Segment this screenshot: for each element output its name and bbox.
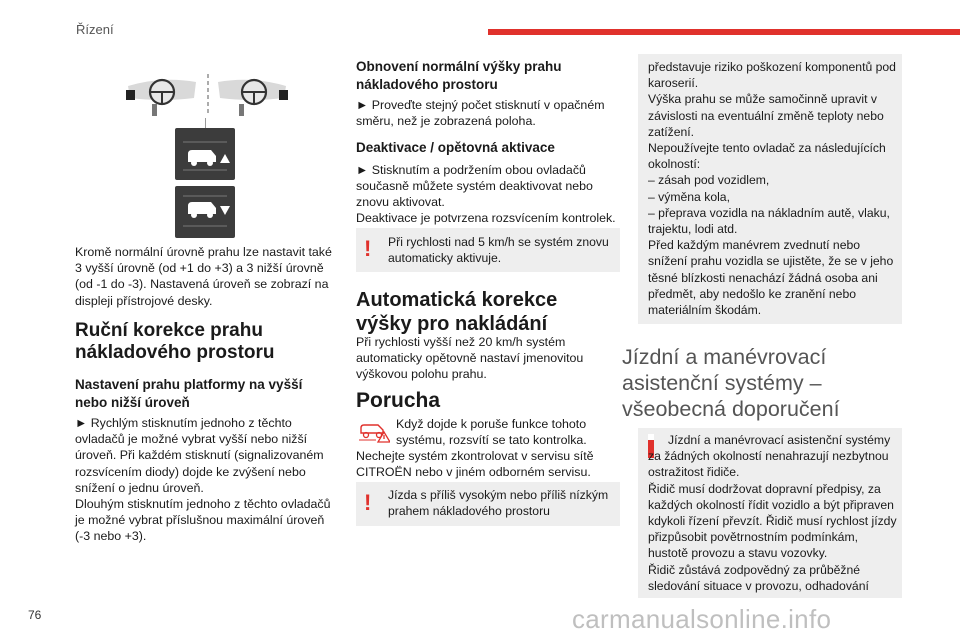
restore-height-paragraph: ► Proveďte stejný počet stisknutí v opačném směru, než je zobrazená poloha. [356, 98, 605, 129]
info-box-driving-assistance [638, 428, 902, 598]
watermark: carmanualsonline.info [572, 604, 832, 634]
suspension-fault-warning-icon [358, 420, 390, 444]
running-header-title: Řízení [76, 22, 114, 37]
box-line: Nepoužívejte tento ovladač za následujících okolností: [648, 141, 886, 172]
box-line: představuje riziko poškození komponentů pod karoserií. [648, 60, 896, 91]
warning-reactivation-text: Při rychlosti nad 5 km/h se systém znovu automaticky aktivuje. [388, 235, 609, 266]
fault-service-paragraph: Nechejte systém zkontrolovat v servisu sítě CITROËN nebo v jiném odborném servisu. [356, 449, 594, 480]
box-line: Řidič zůstává zodpovědný za průběžné sledování situace v provozu, odhadování [648, 562, 869, 593]
page-number: 76 [28, 608, 42, 622]
warning-box-reactivation [356, 228, 620, 272]
automatic-correction-heading: Automatická korekce výšky pro nakládání [356, 289, 558, 335]
box-line: Před každým manévrem zvednutí nebo snížení prahu vozidla se ujistěte, že se v jeho těsné blízkosti nenachází žádná osoba ani předmět, aby nedošlo ke zranění nebo materiálním škodám. [648, 238, 894, 318]
short-press-paragraph: ► Rychlým stisknutím jednoho z těchto ovladačů je možné vybrat vyšší nebo nižší úroveň. Při každém stisknutí (signalizovaném rozsvícením diody) dojde ke zvýšení nebo snížení o jednu úroveň. [75, 416, 324, 495]
warning-exclamation-icon: ! [364, 236, 372, 261]
deactivation-heading: Deaktivace / opětovná aktivace [356, 140, 555, 155]
box-list-item: – výměna kola, [648, 189, 730, 204]
deactivation-confirm-paragraph: Deaktivace je potvrzena rozsvícením kontrolek. [356, 211, 616, 225]
steering-wheel-positions-illustration [122, 72, 292, 118]
warning-threshold-text: Jízda s příliš vysokým nebo příliš nízkým prahem nákladového prostoru [388, 488, 609, 519]
warning-box-continued [638, 54, 902, 324]
info-box-text [648, 432, 898, 594]
warning-exclamation-icon: ! [364, 490, 372, 515]
box-line: Řidič musí dodržovat dopravní předpisy, za každých okolností řídit vozidlo a být připraven kdykoli řízení převzít. Řidič musí rychlost jízdy přizpůsobit povětrnostním podmínkám, hustotě provozu a stavu vozovky. [648, 481, 897, 561]
long-press-paragraph: Dlouhým stisknutím jednoho z těchto ovladačů je možné vybrat příslušnou maximální úroveň (-3 nebo +3). [75, 497, 331, 544]
levels-intro-paragraph: Kromě normální úrovně prahu lze nastavit také 3 vyšší úrovně (od +1 do +3) a 3 nižší úrovně (od -1 do -3). Nastavená úroveň se zobrazí na displeji přístrojové desky. [75, 245, 332, 308]
lower-threshold-control [175, 186, 235, 238]
box-line: Jízdní a manévrovací asistenční systémy za žádných okolností nenahrazují nezbytnou ostražitost řidiče. [648, 433, 891, 480]
raise-threshold-control [175, 128, 235, 180]
fault-light-paragraph: Když dojde k poruše funkce tohoto systému, rozsvítí se tato kontrolka. [396, 417, 587, 448]
box-line: Výška prahu se může samočinně upravit v závislosti na eventuální změně teploty nebo zatížení. [648, 92, 884, 139]
box-list-item: – zásah pod vozidlem, [648, 173, 770, 188]
deactivation-paragraph: ► Stisknutím a podržením obou ovladačů současně můžete systém deaktivovat nebo znovu aktivovat. [356, 163, 593, 210]
warning-continued-text [648, 59, 896, 318]
warning-box-threshold [356, 482, 620, 526]
set-level-heading: Nastavení prahu platformy na vyšší nebo nižší úroveň [75, 377, 303, 410]
restore-height-heading: Obnovení normální výšky prahu nákladového prostoru [356, 59, 562, 92]
box-list-item: – přeprava vozidla na nákladním autě, vlaku, trajektu, lodi atd. [648, 205, 890, 237]
driving-assistance-heading: Jízdní a manévrovací asistenční systémy – všeobecná doporučení [622, 345, 840, 421]
fault-heading: Porucha [356, 389, 441, 412]
automatic-correction-paragraph: Při rychlosti vyšší než 20 km/h systém automaticky opětovně nastaví jmenovitou výškovou polohu prahu. [356, 335, 584, 382]
manual-correction-heading: Ruční korekce prahu nákladového prostoru [75, 320, 275, 363]
header-accent-bar [488, 29, 960, 35]
